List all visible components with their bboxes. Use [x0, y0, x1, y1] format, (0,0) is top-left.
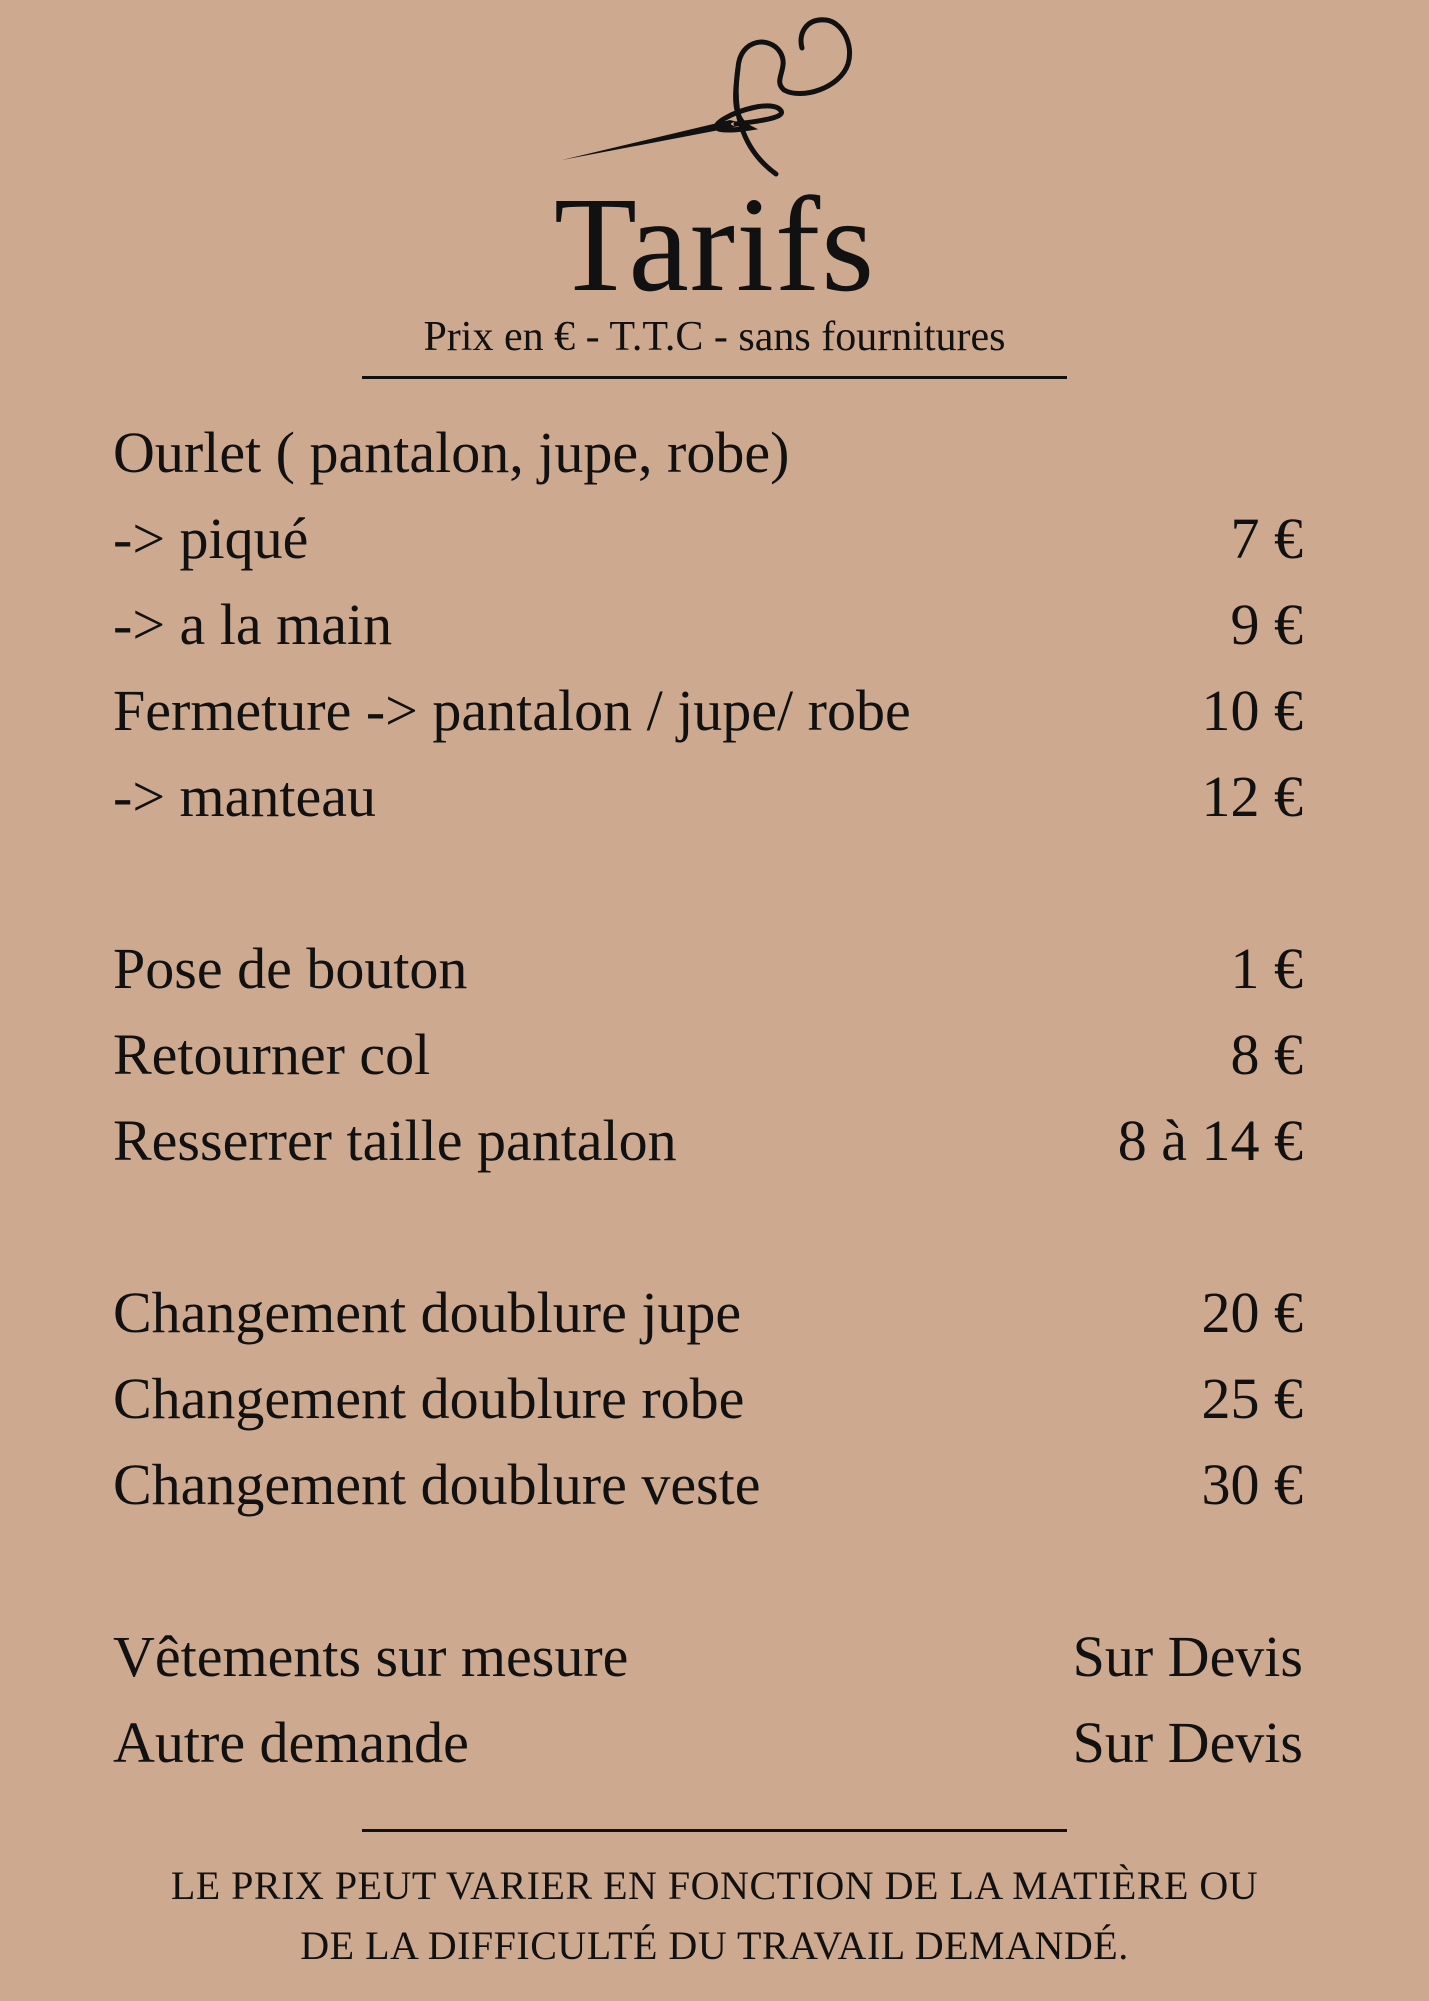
price-disclaimer — [0, 1856, 1429, 1976]
price-row — [113, 1098, 1303, 1184]
price-row — [113, 582, 1303, 668]
price-row — [113, 410, 1303, 496]
price-row — [113, 1012, 1303, 1098]
bottom-divider — [362, 1829, 1067, 1832]
service-price: Sur Devis — [1072, 1710, 1303, 1775]
service-price: 10 € — [1201, 678, 1303, 743]
service-label: Changement doublure jupe — [113, 1280, 742, 1345]
needle-thread-icon — [540, 8, 870, 178]
page-subtitle: Prix en € - T.T.C - sans fournitures — [423, 314, 1006, 360]
price-row — [113, 1270, 1303, 1356]
service-label: -> manteau — [113, 764, 376, 829]
group-spacer — [113, 1528, 1303, 1614]
service-label: Changement doublure veste — [113, 1452, 761, 1517]
service-price: 30 € — [1201, 1452, 1303, 1517]
service-label: -> a la main — [113, 592, 393, 657]
disclaimer-line-1: LE PRIX PEUT VARIER EN FONCTION DE LA MATIÈRE OU — [170, 1863, 1259, 1908]
price-row — [113, 1356, 1303, 1442]
service-price: 12 € — [1201, 764, 1303, 829]
top-divider — [362, 376, 1067, 379]
service-label: Fermeture -> pantalon / jupe/ robe — [113, 678, 911, 743]
service-price: Sur Devis — [1072, 1624, 1303, 1689]
service-label: Pose de bouton — [113, 936, 468, 1001]
disclaimer-line-2: DE LA DIFFICULTÉ DU TRAVAIL DEMANDÉ. — [300, 1923, 1129, 1968]
service-price: 9 € — [1230, 592, 1303, 657]
price-row — [113, 1442, 1303, 1528]
group-spacer — [113, 1184, 1303, 1270]
price-row — [113, 496, 1303, 582]
service-label: Retourner col — [113, 1022, 431, 1087]
service-label: Vêtements sur mesure — [113, 1624, 629, 1689]
price-row — [113, 754, 1303, 840]
service-price: 7 € — [1230, 506, 1303, 571]
service-price: 1 € — [1230, 936, 1303, 1001]
page-title: Tarifs — [553, 170, 876, 320]
price-row — [113, 1614, 1303, 1700]
service-label: Changement doublure robe — [113, 1366, 745, 1431]
price-row — [113, 926, 1303, 1012]
service-label: Resserrer taille pantalon — [113, 1108, 677, 1173]
service-price: 8 à 14 € — [1117, 1108, 1303, 1173]
service-label: Ourlet ( pantalon, jupe, robe) — [113, 420, 790, 485]
service-label: -> piqué — [113, 506, 309, 571]
service-price: 8 € — [1230, 1022, 1303, 1087]
service-label: Autre demande — [113, 1710, 469, 1775]
group-spacer — [113, 840, 1303, 926]
service-price: 25 € — [1201, 1366, 1303, 1431]
service-price: 20 € — [1201, 1280, 1303, 1345]
price-row — [113, 668, 1303, 754]
price-row — [113, 1700, 1303, 1786]
price-list — [113, 410, 1303, 1786]
